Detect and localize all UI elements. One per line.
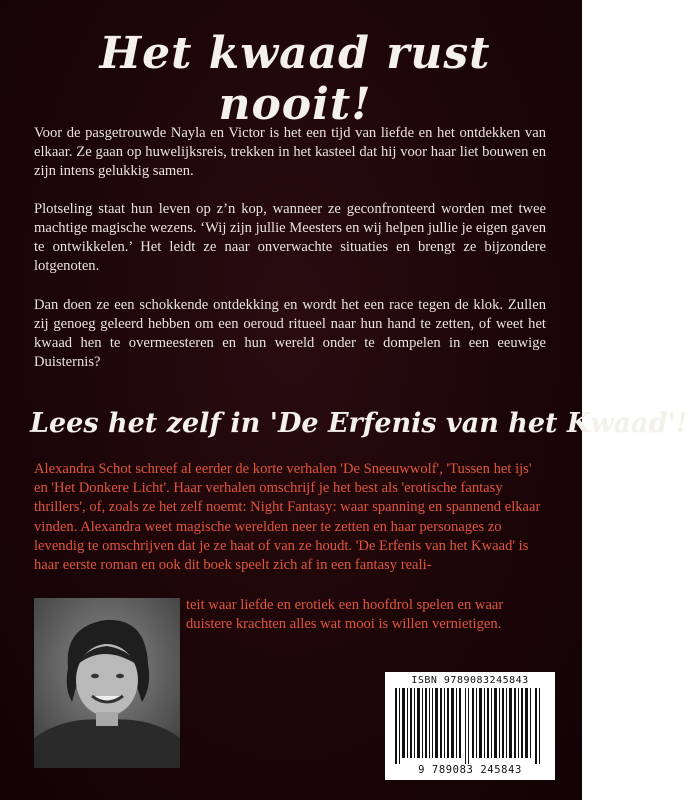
author-photo xyxy=(34,598,180,768)
isbn-barcode xyxy=(385,672,555,780)
blurb-paragraph-2: Plotseling staat hun leven op z’n kop, wanneer ze geconfronteerd worden met twee machtige magische wezens. ‘Wij zijn jullie Meesters en wij helpen jullie je eigen gaven te ontwikkelen.’ Het leidt ze naar onverwachte situaties en brengt ze bijzondere lotgenoten. xyxy=(34,201,546,274)
isbn-label: ISBN 9789083245843 xyxy=(411,675,529,686)
cover-subheadline: Lees het zelf in 'De Erfenis van het Kwaad'! xyxy=(30,408,688,439)
author-bio-continued: teit waar liefde en erotiek een hoofdrol spelen en waar duistere krachten alles wat mooi is willen vernietigen. xyxy=(186,597,504,633)
barcode-bars xyxy=(395,688,545,764)
barcode-digits: 9 789083 245843 xyxy=(418,764,522,776)
author-bio: Alexandra Schot schreef al eerder de korte verhalen 'De Sneeuwwolf', 'Tussen het ijs' en 'Het Donkere Licht'. Haar verhalen omschrijf je het best als 'erotische fantasy thrillers', of, zoals ze het zelf noemt: Night Fantasy: waar spanning en spannend elkaar vinden. Alexandra weet magische werelden neer te zetten en haar personages zo levendig te omschrijven dat je ze haat of van ze houdt. 'De Erfenis van het Kwaad' is haar eerste roman en ook dit boek speelt zich af in een fantasy reali- xyxy=(34,461,541,574)
blurb-paragraph-1: Voor de pasgetrouwde Nayla en Victor is het een tijd van liefde en het ontdekken van elkaar. Ze gaan op huwelijksreis, trekken in het kasteel dat hij voor haar liet bouwen en zijn intens gelukkig samen. xyxy=(34,125,546,179)
author-portrait-image xyxy=(34,598,180,768)
blurb-paragraph-3: Dan doen ze een schokkende ontdekking en wordt het een race tegen de klok. Zullen zij genoeg geleerd hebben om een oeroud ritueel naar hun hand te zetten, of weet het kwaad hen te overmeesteren en hun wereld onder te dompelen in een eeuwige Duisternis? xyxy=(34,297,546,370)
cover-headline: Het kwaad rust nooit! xyxy=(99,28,491,130)
